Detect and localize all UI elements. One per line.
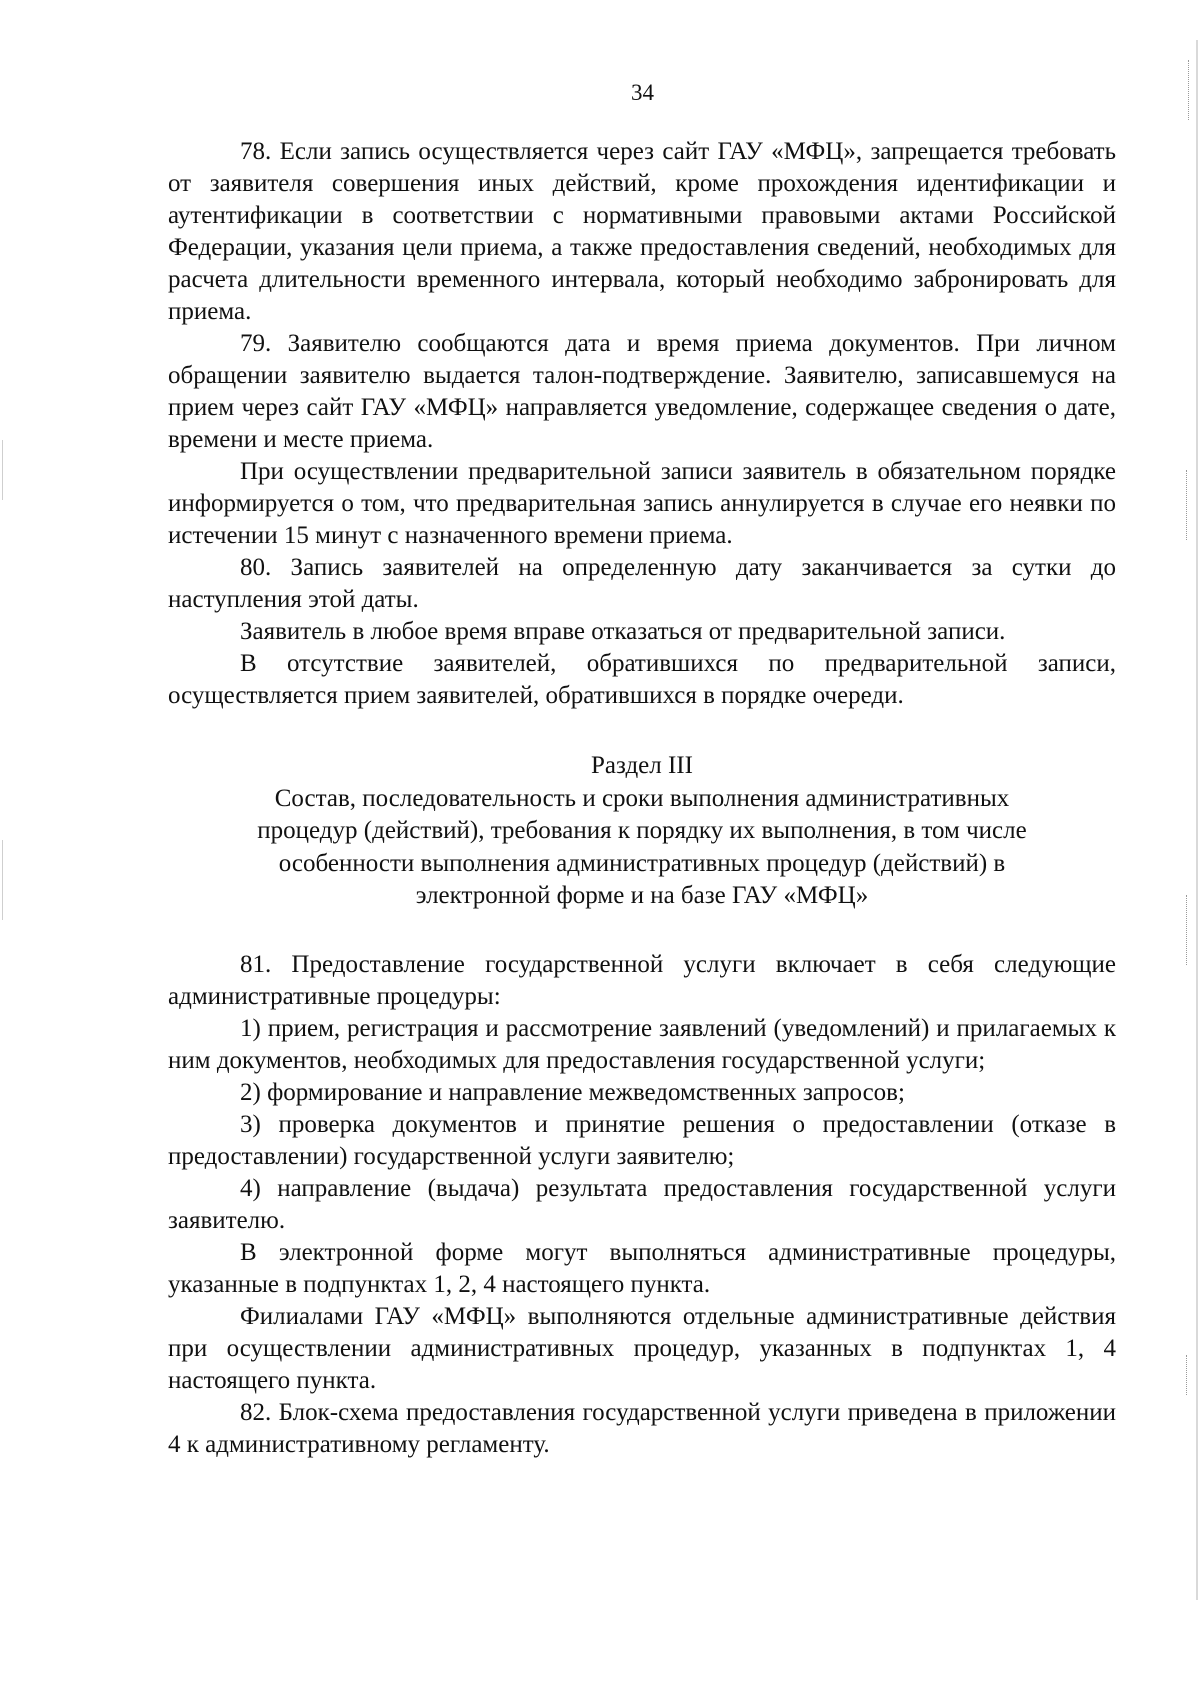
paragraph: В отсутствие заявителей, обратившихся по предварительной записи, осуществляется прием заявителей, обратившихся в порядке очереди. [168, 650, 1116, 709]
section-label: Раздел III [591, 752, 693, 779]
section-title-line: процедур (действий), требования к порядку их выполнения, в том числе [257, 817, 1027, 844]
page-number: 34 [631, 80, 654, 105]
paragraph: Филиалами ГАУ «МФЦ» выполняются отдельные административные действия при осуществлении административных процедур, указанных в подпунктах 1, 4 настоящего пункта. [168, 1302, 1116, 1394]
paragraph: 79. Заявителю сообщаются дата и время приема документов. При личном обращении заявителю выдается талон-подтверждение. Заявителю, записавшемуся на прием через сайт ГАУ «МФЦ» направляется уведомление, содержащее сведения о дате, времени и месте приема. [168, 330, 1116, 453]
section-heading [168, 750, 1116, 913]
paragraph: 81. Предоставление государственной услуги включает в себя следующие административные процедуры: [168, 950, 1116, 1010]
paragraph: При осуществлении предварительной записи заявитель в обязательном порядке информируется о том, что предварительная запись аннулируется в случае его неявки по истечении 15 минут с назначенного времени приема. [168, 458, 1116, 549]
scan-artifact [1186, 1355, 1197, 1395]
scan-artifact [2, 440, 3, 500]
paragraph: 2) формирование и направление межведомственных запросов; [240, 1078, 905, 1106]
paragraph: 1) прием, регистрация и рассмотрение заявлений (уведомлений) и прилагаемых к ним документов, необходимых для предоставления государственной услуги; [168, 1014, 1116, 1074]
document-body [168, 136, 1116, 1461]
section-title-line: электронной форме и на базе ГАУ «МФЦ» [415, 882, 869, 909]
scan-artifact [1186, 470, 1197, 540]
paragraph: Заявитель в любое время вправе отказаться от предварительной записи. [240, 618, 1006, 645]
paragraph: 4) направление (выдача) результата предоставления государственной услуги заявителю. [168, 1174, 1116, 1234]
paragraph: 78. Если запись осуществляется через сайт ГАУ «МФЦ», запрещается требовать от заявителя совершения иных действий, кроме прохождения идентификации и аутентификации в соответствии с нормативными правовыми актами Российской Федерации, указания цели приема, а также предоставления сведений, необходимых для расчета длительности временного интервала, который необходимо забронировать для приема. [168, 138, 1116, 325]
scan-artifact [2, 840, 3, 920]
section-title-line: особенности выполнения административных процедур (действий) в [278, 849, 1006, 877]
scan-artifact [1186, 895, 1197, 965]
paragraph: 3) проверка документов и принятие решения о предоставлении (отказе в предоставлении) государственной услуги заявителю; [168, 1110, 1116, 1170]
paragraph: 82. Блок-схема предоставления государственной услуги приведена в приложении 4 к административному регламенту. [168, 1398, 1116, 1458]
paragraph: В электронной форме могут выполняться административные процедуры, указанные в подпунктах 1, 2, 4 настоящего пункта. [168, 1238, 1116, 1298]
section-title-line: Состав, последовательность и сроки выполнения административных [274, 784, 1010, 812]
paragraph: 80. Запись заявителей на определенную дату заканчивается за сутки до наступления этой даты. [168, 554, 1116, 613]
